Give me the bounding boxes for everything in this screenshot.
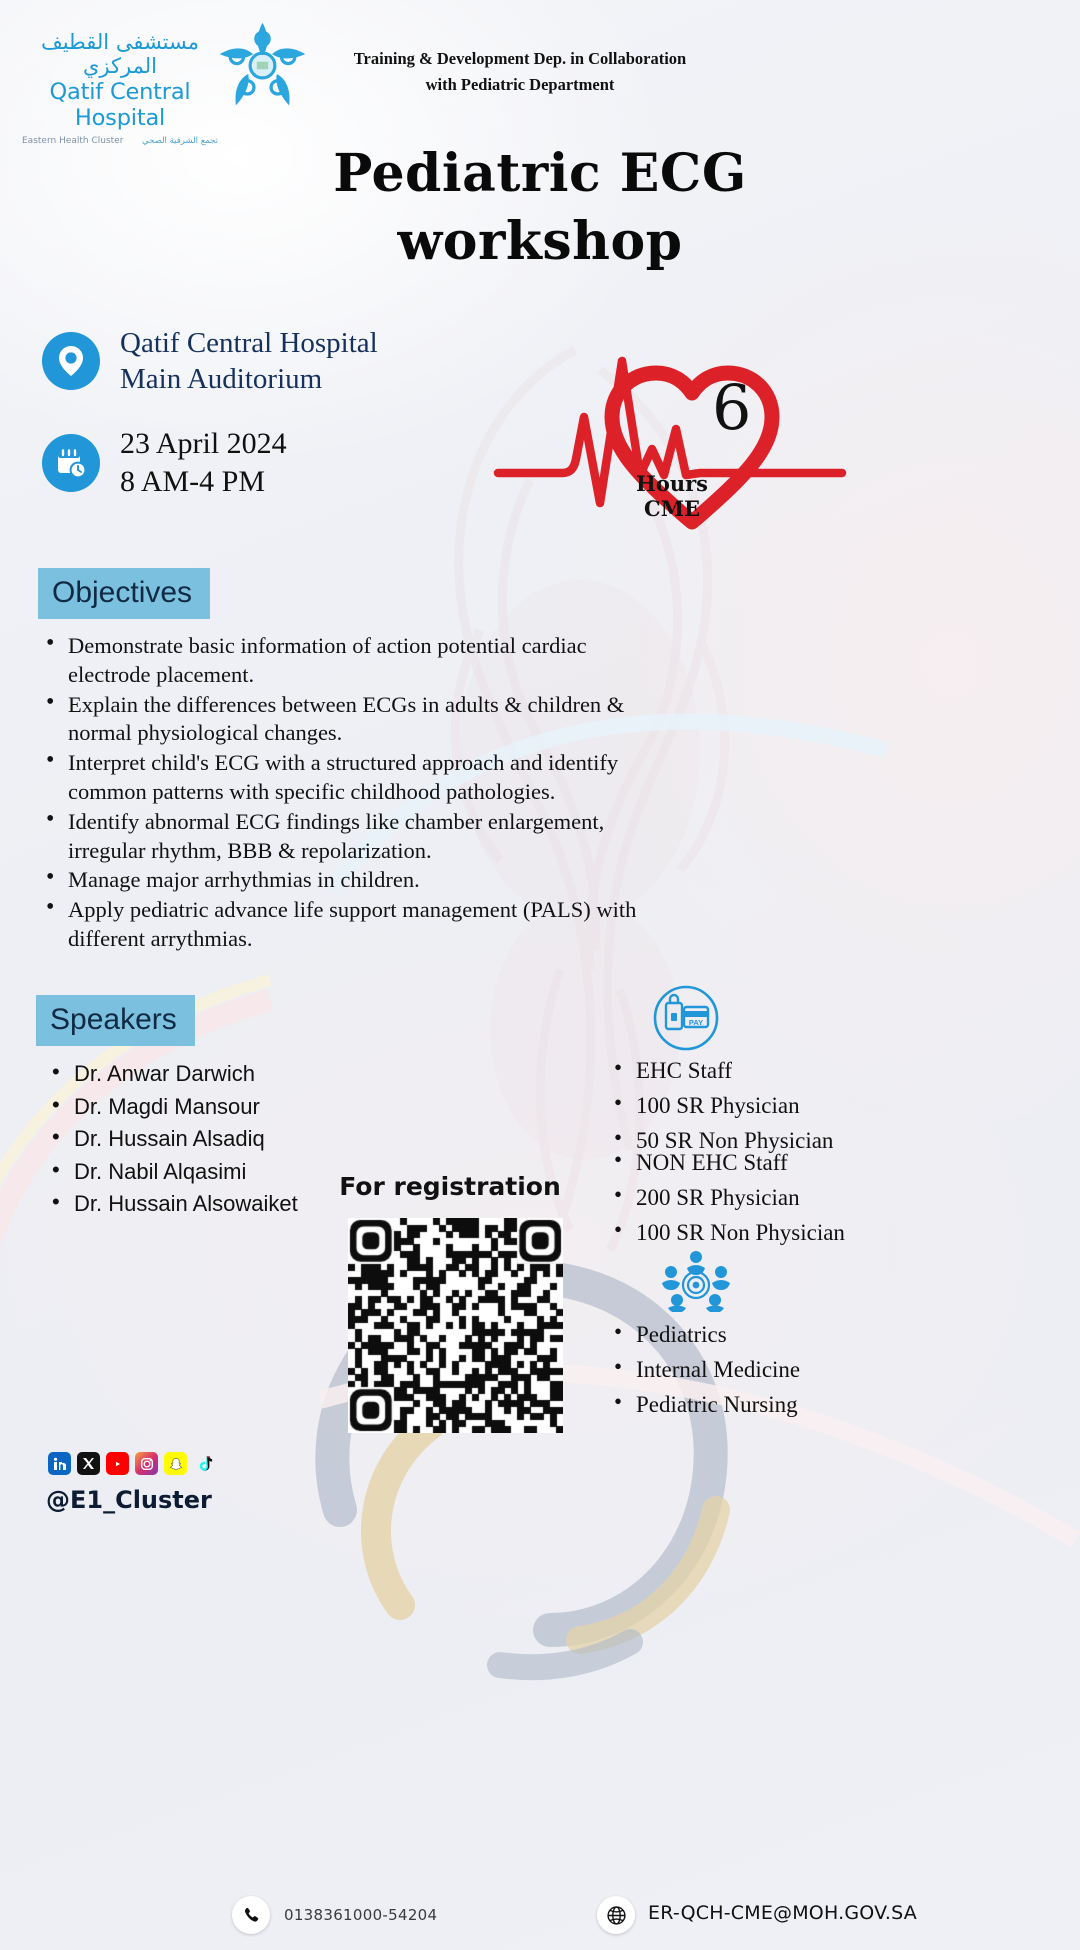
fees-non-ehc-list: [610, 1148, 900, 1253]
date-line-1: 23 April 2024: [120, 427, 287, 460]
logo-arabic-name: مستشفى القطيف المركزي: [40, 30, 199, 78]
speaker-item: • Dr. Nabil Alqasimi: [48, 1158, 378, 1186]
speaker-item: • Dr. Magdi Mansour: [48, 1093, 378, 1121]
target-audience-list: [610, 1320, 900, 1425]
pay-lock-icon: [650, 985, 722, 1051]
snapchat-icon[interactable]: [164, 1452, 187, 1475]
fee-item: • NON EHC Staff: [610, 1148, 900, 1178]
speaker-item: • Dr. Anwar Darwich: [48, 1060, 378, 1088]
speaker-item: • Dr. Hussain Alsowaiket: [48, 1190, 378, 1218]
title-line-2: workshop: [397, 210, 683, 272]
audience-item: • Pediatrics: [610, 1320, 900, 1350]
footer-email: ER-QCH-CME@MOH.GOV.SA: [648, 1902, 917, 1924]
svg-text:PAY: PAY: [688, 1018, 704, 1027]
cme-hours-number: 6: [712, 371, 752, 444]
logo-cluster-ar: تجمع الشرقية الصحي: [142, 136, 218, 146]
social-icons[interactable]: [48, 1452, 216, 1475]
fee-item: • 100 SR Physician: [610, 1091, 900, 1121]
calendar-clock-icon: [42, 434, 100, 492]
cme-label-cme: CME: [644, 495, 700, 521]
x-twitter-icon[interactable]: [77, 1452, 100, 1475]
fee-item: • 200 SR Physician: [610, 1183, 900, 1213]
audience-item: • Pediatric Nursing: [610, 1390, 900, 1420]
poster-header: [0, 0, 1080, 146]
tiktok-icon[interactable]: [193, 1452, 216, 1475]
logo-cluster-en: Eastern Health Cluster: [22, 136, 124, 146]
logo-english-name: Qatif Central Hospital: [49, 79, 191, 131]
fee-item: • EHC Staff: [610, 1056, 900, 1086]
objective-item: • Apply pediatric advance life support management (PALS) with different arrythmias.: [42, 896, 642, 954]
speaker-item: • Dr. Hussain Alsadiq: [48, 1125, 378, 1153]
department-collaboration-text: [325, 46, 715, 99]
audience-item: • Internal Medicine: [610, 1355, 900, 1385]
dept-line-1: Training & Development Dep. in Collaboration: [353, 49, 687, 68]
poster-title: [0, 140, 1080, 275]
objective-item: • Demonstrate basic information of action potential cardiac electrode placement.: [42, 632, 642, 690]
hospital-logo: [20, 30, 220, 146]
dept-line-2: with Pediatric Department: [425, 75, 615, 95]
fee-item: • 50 SR Non Physician: [610, 1126, 900, 1156]
globe-icon: [597, 1896, 635, 1934]
venue-info: [42, 325, 378, 398]
registration-label: For registration: [339, 1172, 561, 1201]
fees-ehc-list: [610, 1056, 900, 1161]
section-header-objectives: Objectives: [38, 568, 210, 619]
objective-item: • Interpret child's ECG with a structured approach and identify common patterns with specific childhood pathologies.: [42, 749, 642, 807]
footer-phone-number: 0138361000-54204: [284, 1906, 438, 1924]
cluster-emblem-icon: [215, 18, 310, 113]
qr-code-icon[interactable]: [348, 1218, 563, 1433]
objective-item: • Identify abnormal ECG findings like chamber enlargement, irregular rhythm, BBB & repolarization.: [42, 808, 642, 866]
poster-footer: [0, 1880, 1080, 1950]
venue-line-2: Main Auditorium: [120, 363, 323, 396]
linkedin-icon[interactable]: [48, 1452, 71, 1475]
date-line-2: 8 AM-4 PM: [120, 464, 266, 498]
instagram-icon[interactable]: [135, 1452, 158, 1475]
title-line-1: Pediatric ECG: [333, 143, 747, 204]
objective-item: • Manage major arrhythmias in children.: [42, 866, 642, 895]
cme-hours-label: [617, 472, 727, 522]
section-header-speakers: Speakers: [36, 995, 195, 1046]
fee-item: • 100 SR Non Physician: [610, 1218, 900, 1248]
phone-icon: [232, 1896, 270, 1934]
cme-label-hours: Hours: [635, 471, 708, 496]
target-team-icon: [660, 1250, 732, 1312]
objectives-list: [42, 632, 642, 955]
youtube-icon[interactable]: [106, 1452, 129, 1475]
social-handle: @E1_Cluster: [46, 1486, 212, 1514]
date-info: [42, 425, 287, 500]
venue-line-1: Qatif Central Hospital: [120, 327, 378, 359]
cme-hours-graphic: [490, 325, 850, 540]
location-pin-icon: [42, 332, 100, 390]
objective-item: • Explain the differences between ECGs in adults & children & normal physiological changes.: [42, 691, 642, 749]
